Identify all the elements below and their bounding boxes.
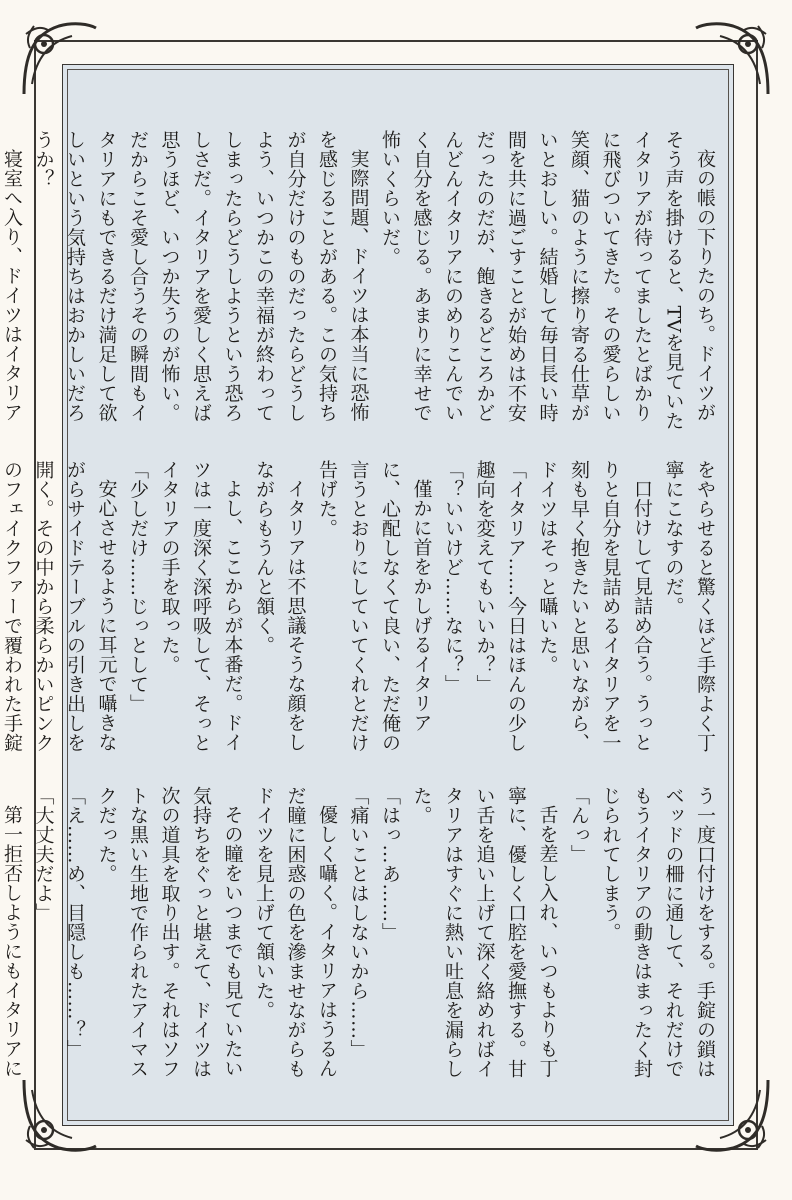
paragraph: 僅かに首をかしげるイタリアに、心配しなくて良い、ただ俺の言うとおりにしていてくれとだけ告げた。 (316, 460, 433, 753)
paragraph: 実際問題、ドイツは本当に恐怖を感じることがある。この気持ちが自分だけのものだったらどうしよう、いつかこの幸福が終わってしまったらどうしようという恐ろしさだ。イタリアを愛しく思えば思うほど、いつか失うのが怖い。だからこそ愛し合うその瞬間もイタリアにもできるだけ満足して欲しいという気持ちはおかしいだろうか？ (32, 130, 370, 423)
dialogue-line: 「はっ…あ……」 (379, 786, 401, 942)
paragraph: 夜の帳の下りたのち。ドイツがそう声を掛けると、TVを見ていたイタリアが待ってましたとばかりに飛びついてきた。その愛らしい笑顔、猫のように擦り寄る仕草がいとおしい。結婚して毎日長い時間を共に過ごすことが始めは不安だったのだが、飽きるどころかどんどんイタリアにのめりこんでいく自分を感じる。あまりに幸せで怖いくらいだ。 (379, 130, 716, 431)
dialogue-line: 「少しだけ……じっとして」 (127, 460, 149, 714)
paragraph: 舌を差し入れ、いつもよりも丁寧に、優しく口腔を愛撫する。甘い舌を追い上げて深く絡めればイタリアはすぐに熱い吐息を漏らした。 (410, 786, 559, 1079)
dialogue-line: 「イタリア……今日はほんの少し趣向を変えてもいいか？」 (473, 460, 527, 753)
dialogue-line: 「んっ」 (568, 786, 590, 864)
paragraph: をやらせると驚くほど手際よく丁寧にこなすのだ。 (662, 460, 716, 753)
dialogue-line: 「？いいけど……なに？」 (442, 460, 464, 694)
paragraph: その瞳をいつまでも見ていたい気持ちをぐっと堪えて、ドイツは次の道具を取り出す。それはソフトな黒い生地で作られたアイマスクだった。 (95, 786, 244, 1079)
paragraph: 第一拒否しようにもイタリアに (1, 805, 23, 1078)
dialogue-line: 「え……め、目隠しも……？」 (64, 786, 86, 1059)
ornament-corner-icon (688, 14, 778, 104)
dialogue-line: 「大丈夫だよ」 (32, 786, 55, 923)
text-block-middle (1, 460, 720, 756)
dialogue-line: 「痛いことはしないから……」 (347, 786, 370, 1059)
paragraph: イタリアは不思議そうな顔をしながらもうんと頷く。 (253, 460, 307, 752)
paragraph: 寝室へ入り、ドイツはイタリア (1, 149, 23, 422)
paragraph: う一度口付けをする。手錠の鎖はベッドの柵に通して、それだけでもうイタリアの動きはまったく封じられてしまう。 (599, 786, 716, 1079)
text-block-top (1, 130, 720, 440)
paragraph: 口付けして見詰め合う。うっとりと自分を見詰めるイタリアを一刻も早く抱きたいと思いながら、ドイツはそっと囁いた。 (536, 460, 653, 753)
text-block-bottom (1, 786, 720, 1086)
paragraph: 優しく囁く。イタリアはうるんだ瞳に困惑の色を滲ませながらもドイツを見上げて頷いた。 (253, 786, 338, 1079)
paragraph: 安心させるように耳元で囁きながらサイドテーブルの引き出しを開く。その中から柔らかいピンクのフェイクファーで覆われた手錠 (1, 460, 118, 753)
ornament-corner-icon (14, 14, 104, 104)
paragraph: よし、ここからが本番だ。ドイツは一度深く深呼吸して、そっとイタリアの手を取った。 (158, 460, 244, 753)
